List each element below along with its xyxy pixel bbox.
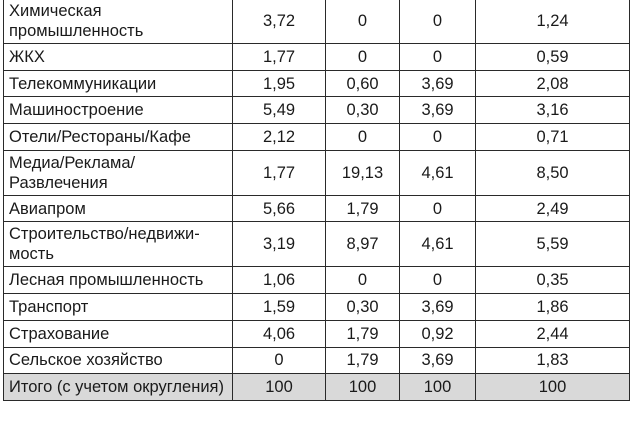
table-cell: 3,19 bbox=[233, 222, 326, 267]
table-cell: 0 bbox=[400, 195, 476, 222]
table-cell: 1,86 bbox=[476, 294, 630, 321]
row-label: Отели/Рестораны/Кафе bbox=[4, 124, 233, 151]
table-cell: 8,50 bbox=[476, 150, 630, 195]
table-cell: 0 bbox=[326, 44, 400, 71]
table-row bbox=[4, 320, 630, 347]
table-cell: 4,61 bbox=[400, 150, 476, 195]
row-label: Строительство/недвижи-мость bbox=[4, 222, 233, 267]
row-label: Химическая промышленность bbox=[4, 0, 233, 44]
total-cell: 100 bbox=[326, 374, 400, 401]
table-cell: 1,79 bbox=[326, 347, 400, 374]
table-cell: 19,13 bbox=[326, 150, 400, 195]
table-cell: 0 bbox=[326, 0, 400, 44]
table-cell: 3,72 bbox=[233, 0, 326, 44]
table-row bbox=[4, 222, 630, 267]
table-row bbox=[4, 267, 630, 294]
table-row bbox=[4, 44, 630, 71]
table-cell: 0 bbox=[400, 0, 476, 44]
table-row bbox=[4, 124, 630, 151]
table-cell: 2,49 bbox=[476, 195, 630, 222]
table-cell: 4,61 bbox=[400, 222, 476, 267]
table-cell: 0,30 bbox=[326, 294, 400, 321]
row-label: Авиапром bbox=[4, 195, 233, 222]
table-cell: 0,92 bbox=[400, 320, 476, 347]
table-row bbox=[4, 294, 630, 321]
table-row bbox=[4, 150, 630, 195]
table-row bbox=[4, 0, 630, 44]
row-label: ЖКХ bbox=[4, 44, 233, 71]
table-cell: 4,06 bbox=[233, 320, 326, 347]
table-cell: 1,06 bbox=[233, 267, 326, 294]
total-label: Итого (с учетом округления) bbox=[4, 374, 233, 401]
table-cell: 5,66 bbox=[233, 195, 326, 222]
table-cell: 0 bbox=[326, 124, 400, 151]
table-cell: 0,30 bbox=[326, 97, 400, 124]
table-cell: 3,69 bbox=[400, 294, 476, 321]
row-label: Транспорт bbox=[4, 294, 233, 321]
total-row bbox=[4, 374, 630, 401]
table-cell: 8,97 bbox=[326, 222, 400, 267]
table-row bbox=[4, 195, 630, 222]
table-cell: 0,59 bbox=[476, 44, 630, 71]
table-cell: 0 bbox=[400, 267, 476, 294]
table-cell: 1,79 bbox=[326, 195, 400, 222]
table-cell: 2,44 bbox=[476, 320, 630, 347]
table-row bbox=[4, 70, 630, 97]
total-cell: 100 bbox=[233, 374, 326, 401]
table-row bbox=[4, 347, 630, 374]
table-cell: 3,69 bbox=[400, 347, 476, 374]
table-cell: 0 bbox=[326, 267, 400, 294]
table-cell: 5,49 bbox=[233, 97, 326, 124]
row-label: Телекоммуникации bbox=[4, 70, 233, 97]
total-cell: 100 bbox=[476, 374, 630, 401]
table-cell: 2,08 bbox=[476, 70, 630, 97]
table-cell: 2,12 bbox=[233, 124, 326, 151]
table-cell: 3,16 bbox=[476, 97, 630, 124]
table-cell: 1,77 bbox=[233, 44, 326, 71]
row-label: Медиа/Реклама/ Развлечения bbox=[4, 150, 233, 195]
table-cell: 3,69 bbox=[400, 97, 476, 124]
table-cell: 5,59 bbox=[476, 222, 630, 267]
table-cell: 1,83 bbox=[476, 347, 630, 374]
row-label: Страхование bbox=[4, 320, 233, 347]
total-cell: 100 bbox=[400, 374, 476, 401]
table-cell: 0 bbox=[233, 347, 326, 374]
table-cell: 3,69 bbox=[400, 70, 476, 97]
row-label: Сельское хозяйство bbox=[4, 347, 233, 374]
table-cell: 1,95 bbox=[233, 70, 326, 97]
table-cell: 1,79 bbox=[326, 320, 400, 347]
table-cell: 0 bbox=[400, 44, 476, 71]
table-cell: 0,60 bbox=[326, 70, 400, 97]
industry-distribution-table bbox=[3, 0, 630, 401]
table-cell: 1,24 bbox=[476, 0, 630, 44]
row-label: Машиностроение bbox=[4, 97, 233, 124]
table-cell: 0,71 bbox=[476, 124, 630, 151]
row-label: Лесная промышленность bbox=[4, 267, 233, 294]
table-cell: 0 bbox=[400, 124, 476, 151]
table-row bbox=[4, 97, 630, 124]
table-cell: 0,35 bbox=[476, 267, 630, 294]
table-cell: 1,77 bbox=[233, 150, 326, 195]
table-cell: 1,59 bbox=[233, 294, 326, 321]
